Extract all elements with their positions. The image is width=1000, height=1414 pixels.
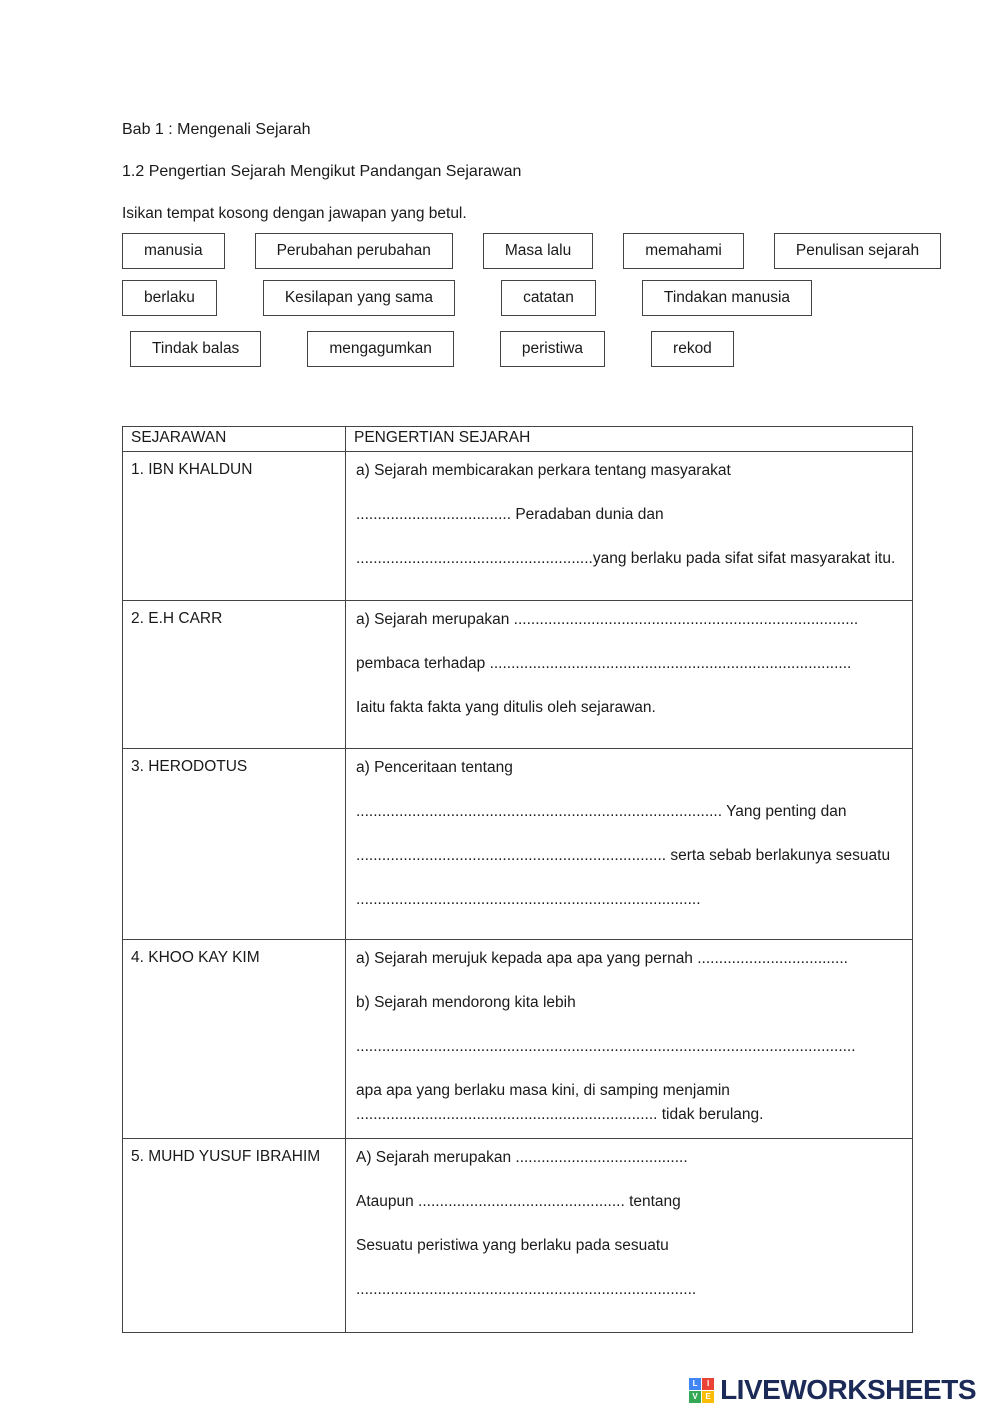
definition-line: Iaitu fakta fakta yang ditulis oleh sejarawan. [356, 699, 656, 716]
definition-cell [346, 452, 913, 601]
word-bank-item[interactable]: Masa lalu [483, 233, 593, 269]
table-row [123, 940, 913, 1139]
page-title: Bab 1 : Mengenali Sejarah [122, 121, 311, 138]
historian-name-text: 4. KHOO KAY KIM [131, 949, 260, 966]
word-bank-item[interactable]: manusia [122, 233, 225, 269]
definition-line: A) Sejarah merupakan ........................................ [356, 1149, 688, 1166]
definition-line: b) Sejarah mendorong kita lebih [356, 994, 576, 1011]
historian-name-text: 5. MUHD YUSUF IBRAHIM [131, 1148, 321, 1165]
historian-name [123, 452, 346, 601]
definition-line: .................................... Peradaban dunia dan [356, 506, 664, 523]
definition-cell [346, 749, 913, 940]
column-header-pengertian: PENGERTIAN SEJARAH [346, 427, 913, 452]
definition-line: ........................................................................ serta sebab berlakunya sesuatu [356, 847, 891, 864]
table-row [123, 749, 913, 940]
historian-name [123, 749, 346, 940]
logo-square-i: I [702, 1378, 714, 1390]
word-bank-item[interactable]: rekod [651, 331, 734, 367]
definition-line: .................................................................................................................... [356, 1038, 856, 1055]
word-bank-item[interactable]: Tindak balas [130, 331, 261, 367]
word-bank-item[interactable]: catatan [501, 280, 596, 316]
definition-line: Sesuatu peristiwa yang berlaku pada sesuatu [356, 1237, 669, 1254]
definition-line: a) Sejarah membicarakan perkara tentang masyarakat [356, 462, 731, 479]
section-subtitle: 1.2 Pengertian Sejarah Mengikut Pandangan Sejarawan [122, 163, 522, 180]
historian-name [123, 601, 346, 749]
word-bank-item[interactable]: Perubahan perubahan [255, 233, 453, 269]
logo-square-v: V [689, 1391, 701, 1403]
word-bank-row [130, 331, 930, 367]
definition-line: a) Sejarah merujuk kepada apa apa yang pernah ................................... [356, 950, 848, 967]
definition-cell [346, 1139, 913, 1333]
definition-line: apa apa yang berlaku masa kini, di samping menjamin [356, 1082, 730, 1099]
word-bank-item[interactable]: Kesilapan yang sama [263, 280, 455, 316]
definition-cell [346, 940, 913, 1139]
definition-line: a) Penceritaan tentang [356, 759, 513, 776]
word-bank-row [122, 233, 930, 269]
instruction-text: Isikan tempat kosong dengan jawapan yang betul. [122, 205, 467, 222]
column-header-sejarawan: SEJARAWAN [123, 427, 346, 452]
historian-name-text: 3. HERODOTUS [131, 758, 248, 775]
logo-square-l: L [689, 1378, 701, 1390]
logo-square-e: E [702, 1391, 714, 1403]
table-row [123, 601, 913, 749]
historian-name [123, 1139, 346, 1333]
historian-name-text: 1. IBN KHALDUN [131, 461, 253, 478]
historian-name-text: 2. E.H CARR [131, 610, 223, 627]
word-bank-item[interactable]: mengagumkan [307, 331, 454, 367]
word-bank-item[interactable]: Tindakan manusia [642, 280, 812, 316]
definition-line: .......................................................yang berlaku pada sifat sifat masyarakat itu. [356, 550, 896, 567]
word-bank-item[interactable]: Penulisan sejarah [774, 233, 941, 269]
definition-line: Ataupun ................................................ tentang [356, 1193, 681, 1210]
table-row [123, 452, 913, 601]
definition-line: a) Sejarah merupakan ................................................................................ [356, 611, 859, 628]
table-row [123, 1139, 913, 1333]
historian-name [123, 940, 346, 1139]
definition-line: ............................................................................... [356, 1281, 697, 1298]
table-header-row [123, 427, 913, 452]
liveworksheets-wordmark: LIVEWORKSHEETS [720, 1374, 976, 1405]
liveworksheets-logo-icon [689, 1378, 714, 1403]
definition-line: ................................................................................ [356, 891, 701, 908]
word-bank-row [122, 280, 930, 316]
definition-line: pembaca terhadap .................................................................................... [356, 655, 852, 672]
definition-cell [346, 601, 913, 749]
definition-line: ..................................................................................... Yang penting dan [356, 803, 847, 820]
word-bank-item[interactable]: peristiwa [500, 331, 605, 367]
word-bank-item[interactable]: berlaku [122, 280, 217, 316]
definitions-table [122, 426, 913, 1333]
word-bank-item[interactable]: memahami [623, 233, 744, 269]
word-bank [122, 233, 930, 367]
definition-line: ...................................................................... tidak berulang. [356, 1106, 764, 1123]
liveworksheets-branding [689, 1376, 976, 1404]
